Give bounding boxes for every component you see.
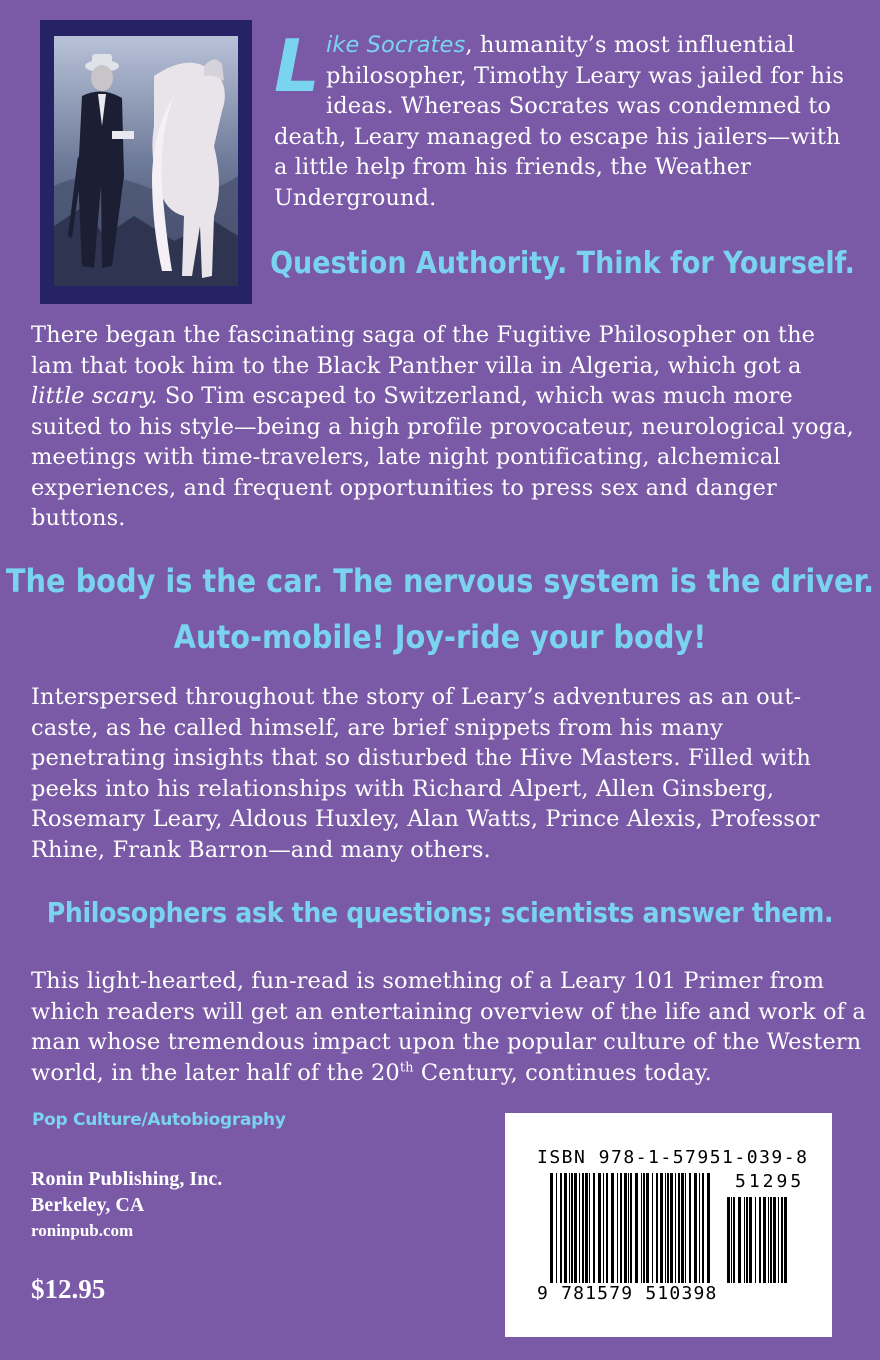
publisher-url: roninpub.com	[31, 1221, 134, 1240]
slogan-question-authority: Question Authority. Think for Yourself.	[270, 246, 855, 281]
publisher-block	[31, 1166, 222, 1244]
slogan-body-car: The body is the car. The nervous system is the driver.	[5, 562, 875, 600]
intro-paragraph	[274, 24, 854, 213]
primer-text-2: Century, continues today.	[413, 1059, 712, 1086]
saga-paragraph	[31, 320, 859, 534]
barcode-box	[505, 1113, 832, 1337]
category-label: Pop Culture/Autobiography	[32, 1110, 286, 1130]
saga-text-1: There began the fascinating saga of the Fugitive Philosopher on the lam that took him to the Black Panther villa in Algeria, which got a	[31, 322, 816, 379]
ean-barcode	[550, 1173, 710, 1283]
insights-paragraph: Interspersed throughout the story of Leary’s adventures as an out-caste, as he called himself, are brief snippets from his many penetrating insights that so disturbed the Hive Masters. Filled with peeks into his relationships with Richard Alpert, Allen Ginsberg, Rosemary Leary, Aldous Huxley, Alan Watts, Prince Alexis, Professor Rhine, Frank Barron—and many others.	[31, 684, 820, 863]
ean-text: 9 781579 510398	[537, 1283, 718, 1304]
price-barcode	[727, 1197, 787, 1283]
slogan-philosophers: Philosophers ask the questions; scientists answer them.	[46, 896, 834, 929]
primer-paragraph	[31, 966, 866, 1088]
price-code-text: 51295	[735, 1171, 805, 1192]
author-photo	[54, 36, 238, 286]
slogan-auto-mobile: Auto-mobile! Joy-ride your body!	[173, 618, 707, 656]
primer-sup: th	[399, 1060, 414, 1075]
primer-text-1: This light-hearted, fun-read is something of a Leary 101 Primer from which readers will get an entertaining overview of the life and work of a man whose tremendous impact upon the popular culture of the Western world, in the later half of the 20	[31, 968, 866, 1086]
saga-text-2: So Tim escaped to Switzerland, which was much more suited to his style—being a high profile provocateur, neurological yoga, meetings with time-travelers, late night pontificating, alchemical experiences, and frequent opportunities to press sex and danger buttons.	[31, 383, 854, 531]
intro-text: , humanity’s most influential philosopher, Timothy Leary was jailed for his ideas. Whereas Socrates was condemned to death, Leary managed to escape his jailers—with a little help from his friends, the Weather Underground.	[274, 32, 845, 211]
author-photo-frame	[40, 20, 252, 304]
saga-italic: little scary.	[31, 383, 158, 409]
publisher-city: Berkeley, CA	[31, 1194, 145, 1216]
price: $12.95	[31, 1274, 106, 1304]
intro-lead: ike Socrates	[325, 32, 466, 58]
publisher-name: Ronin Publishing, Inc.	[31, 1168, 223, 1190]
drop-cap: L	[274, 24, 320, 108]
isbn-text: ISBN 978-1-57951-039-8	[537, 1147, 809, 1168]
